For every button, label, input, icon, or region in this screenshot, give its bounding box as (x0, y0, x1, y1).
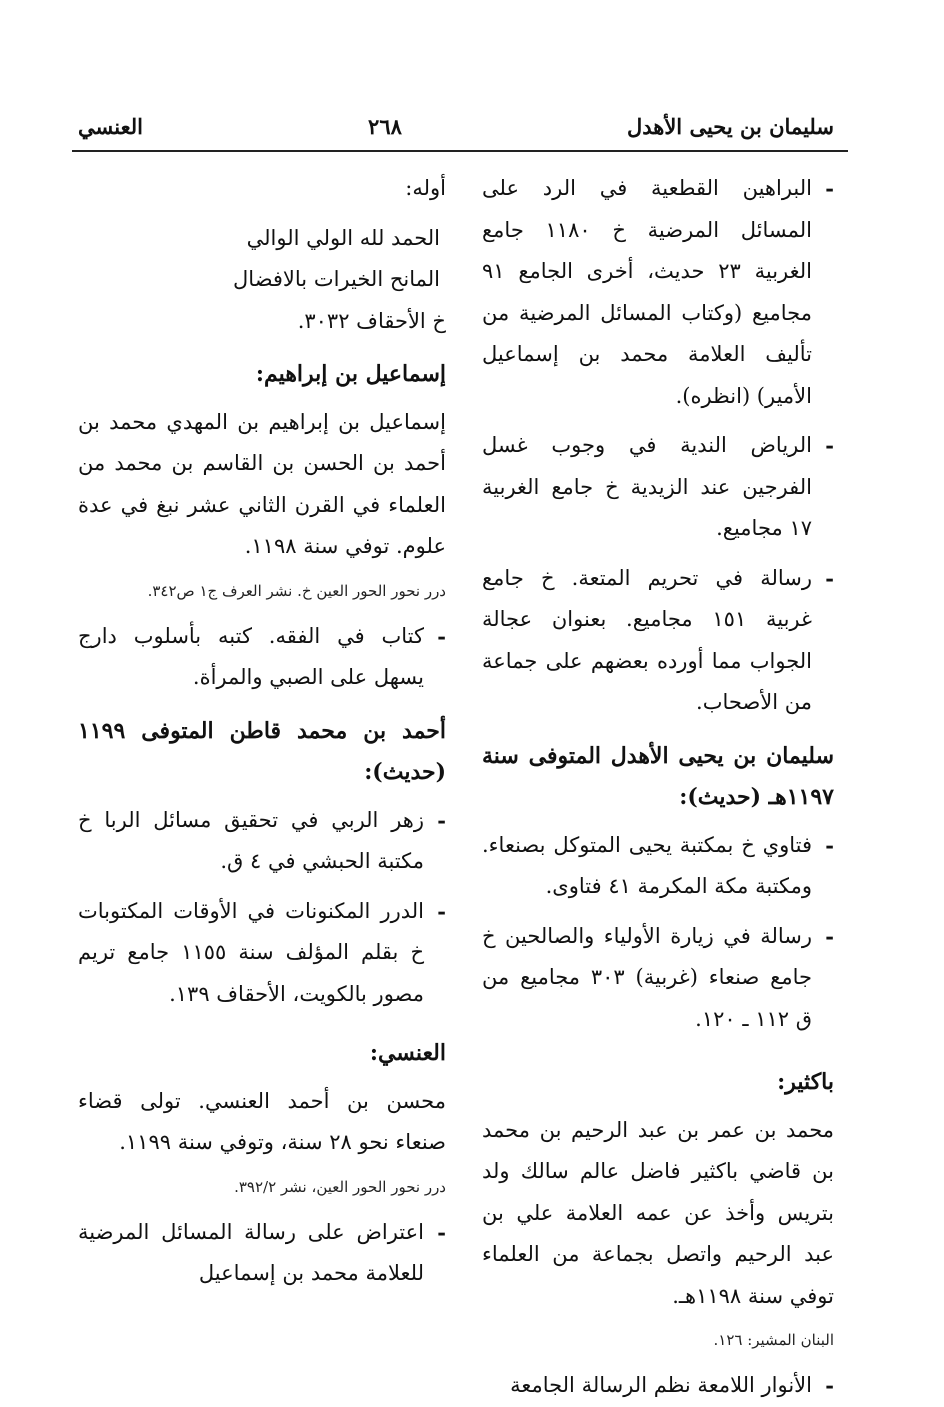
header-left-title: العنسي (78, 113, 143, 139)
section-heading-bakathir: باكثير: (777, 1069, 834, 1095)
page-header (78, 108, 834, 144)
reference-ismail: درر نحور الحور العين خ. نشر العرف ج١ ص٣٤٢. (147, 581, 446, 600)
poem (78, 218, 446, 301)
list-item: - كتاب في الفقه. كتبه بأسلوب دارج يسهل على الصبي والمرأة. (78, 616, 446, 699)
left-column (78, 168, 446, 1354)
section-heading-ansi: العنسي: (369, 1040, 446, 1066)
reference-bakathir: البنان المشير: ١٢٦. (713, 1331, 834, 1349)
header-divider (72, 150, 848, 152)
poem-line: الحمد لله الولي الوالي (246, 225, 440, 250)
list-item: - فتاوي خ بمكتبة يحيى المتوكل بصنعاء. ومكتبة مكة المكرمة ٤١ فتاوى. (482, 825, 834, 908)
intro-label: أوله: (405, 176, 446, 200)
list-item: - رسالة في تحريم المتعة. خ جامع غربية ١٥١ مجاميع. بعنوان عجالة الجواب مما أورده بعضهم على جماعة من الأصحاب. (482, 558, 834, 724)
header-right-title: سليمان بن يحيى الأهدل (626, 113, 834, 139)
list-item: - رسالة في زيارة الأولياء والصالحين خ جامع صنعاء (غربية) ٣٠٣ مجاميع من ق ١١٢ ـ ١٢٠. (482, 916, 834, 1041)
list-item: - زهر الربي في تحقيق مسائل الربا خ مكتبة الحبشي في ٤ ق. (78, 800, 446, 883)
manuscript-location: خ الأحقاف ٣٠٣٢. (297, 308, 446, 333)
section-heading-ismail: إسماعيل بن إبراهيم: (255, 361, 446, 387)
poem-line: المانح الخيرات بالافضال (233, 267, 440, 291)
biography-ansi: محسن بن أحمد العنسي. تولى قضاء صنعاء نحو ٢٨ سنة، وتوفي سنة ١١٩٩. (78, 1088, 446, 1154)
section-heading-ahmad: أحمد بن محمد قاطن المتوفى ١١٩٩ (حديث): (78, 717, 446, 785)
right-column (482, 168, 834, 1397)
list-item: - الدرر المكنونات في الأوقات المكتوبات خ بقلم المؤلف سنة ١١٥٥ جامع تريم مصور بالكويت، الأحقاف ١٣٩. (78, 891, 446, 1016)
biography-ismail: إسماعيل بن إبراهيم بن المهدي محمد بن أحمد بن الحسن بن القاسم بن محمد من العلماء في القرن الثاني عشر نبغ في عدة علوم. توفي سنة ١١٩٨. (78, 409, 446, 558)
list-item: - الرياض الندية في وجوب غسل الفرجين عند الزيدية خ جامع الغربية ١٧ مجاميع. (482, 425, 834, 550)
biography-bakathir: محمد بن عمر بن عبد الرحيم بن محمد بن قاضي باكثير فاضل عالم سالك ولد بتريس وأخذ عن عمه العلامة علي بن عبد الرحيم واتصل بجماعة من العلماء توفي سنة ١١٩٨هـ. (482, 1117, 834, 1308)
reference-ansi: درر نحور الحور العين، نشر ٣٩٢/٢. (234, 1177, 446, 1196)
list-item: - الأنوار اللامعة نظم الرسالة الجامعة (482, 1365, 834, 1407)
list-item: - البراهين القطعية في الرد على المسائل المرضية خ ١١٨٠ جامع الغربية ٢٣ حديث، أخرى الجامع ٩١ مجاميع (وكتاب المسائل المرضية من تأليف العلامة محمد بن إسماعيل الأمير) (انظره). (482, 168, 834, 417)
list-item: - اعتراض على رسالة المسائل المرضية للعلامة محمد بن إسماعيل (78, 1212, 446, 1295)
page-number: ٢٦٨ (368, 113, 402, 139)
section-heading-sulaiman: سليمان بن يحيى الأهدل المتوفى سنة ١١٩٧هـ (حديث): (482, 742, 834, 810)
